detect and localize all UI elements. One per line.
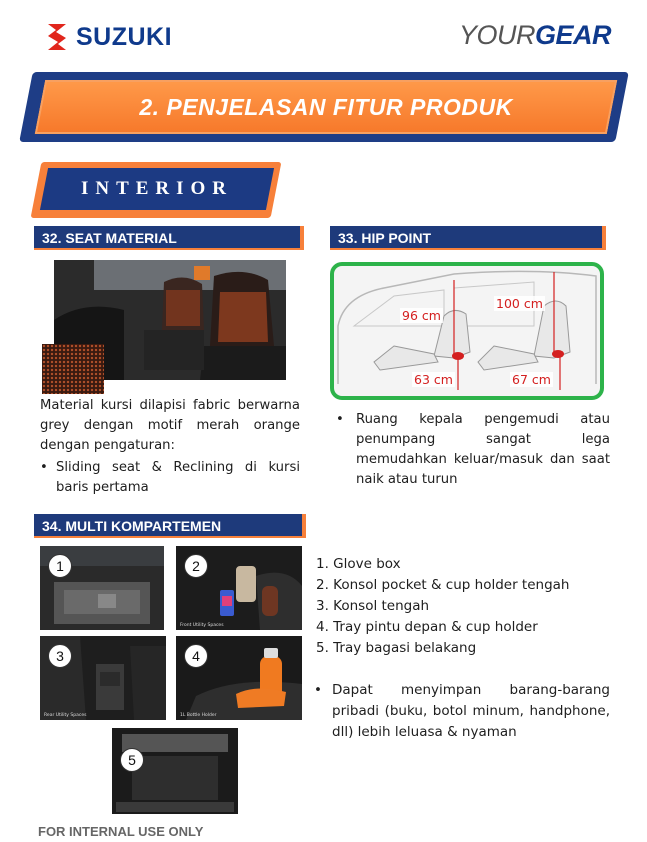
- seat-material-bullet: [40, 458, 300, 498]
- fabric-swatch: [42, 344, 104, 394]
- front-legroom-label: 63 cm: [414, 372, 453, 387]
- hip-point-diagram: [330, 262, 604, 400]
- tagline-your: YOUR: [458, 20, 535, 50]
- car-side-outline: [334, 266, 600, 396]
- list-item: 4. Tray pintu depan & cup holder: [316, 619, 538, 635]
- your-gear-logo: [459, 20, 611, 51]
- section-header-hip-point: 33. HIP POINT: [330, 226, 606, 250]
- thumbnail-caption: Rear Utility Spaces: [44, 713, 87, 718]
- list-item: 5. Tray bagasi belakang: [316, 640, 477, 656]
- hip-point-bullet: [336, 410, 610, 490]
- compartment-bullet-text: Dapat menyimpan barang-barang pribadi (buku, botol minum, handphone, dll) lebih leluasa & nyaman: [332, 682, 610, 740]
- section-header-multi-compartment: 34. MULTI KOMPARTEMEN: [34, 514, 306, 538]
- thumbnail-number: 4: [184, 644, 208, 668]
- thumbnail-door-tray: [176, 636, 302, 720]
- brand-name: SUZUKI: [76, 22, 173, 51]
- footer-note: FOR INTERNAL USE ONLY: [38, 824, 204, 839]
- suzuki-logo: [44, 20, 194, 54]
- bullet-icon: •: [336, 412, 344, 427]
- front-headroom-label: 96 cm: [402, 308, 441, 323]
- list-item: 1. Glove box: [316, 556, 401, 572]
- thumbnail-number: 5: [120, 748, 144, 772]
- thumbnail-glove-box: [40, 546, 164, 630]
- tagline-gear: GEAR: [534, 20, 611, 50]
- thumbnail-number: 1: [48, 554, 72, 578]
- seat-material-bullet-text: Sliding seat & Reclining di kursi baris pertama: [56, 460, 300, 495]
- section-header-seat-material: 32. SEAT MATERIAL: [34, 226, 304, 250]
- compartment-list: [316, 554, 616, 659]
- thumbnail-number: 2: [184, 554, 208, 578]
- category-label: INTERIOR: [80, 178, 234, 199]
- rear-legroom-label: 67 cm: [512, 372, 551, 387]
- page-title: 2. PENJELASAN FITUR PRODUK: [139, 94, 513, 120]
- thumbnail-console-pocket: [176, 546, 302, 630]
- rear-headroom-label: 100 cm: [496, 296, 543, 311]
- list-item: 2. Konsol pocket & cup holder tengah: [316, 577, 570, 593]
- bullet-icon: •: [40, 460, 48, 475]
- thumbnail-center-console: [40, 636, 166, 720]
- suzuki-s-icon: [44, 22, 70, 52]
- seat-material-description: Material kursi dilapisi fabric berwarna grey dengan motif merah orange dengan pengaturan:: [40, 398, 300, 453]
- thumbnail-number: 3: [48, 644, 72, 668]
- bullet-icon: •: [314, 682, 322, 698]
- hip-point-bullet-text: Ruang kepala pengemudi atau penumpang sangat lega memudahkan keluar/masuk dan saat naik atau turun: [356, 412, 610, 487]
- thumbnail-rear-luggage-tray: [112, 728, 238, 814]
- list-item: 3. Konsol tengah: [316, 598, 430, 614]
- thumbnail-caption: Front Utility Spaces: [180, 623, 224, 628]
- thumbnail-caption: 1L Bottle Holder: [180, 713, 217, 718]
- compartment-bullet: [314, 680, 610, 743]
